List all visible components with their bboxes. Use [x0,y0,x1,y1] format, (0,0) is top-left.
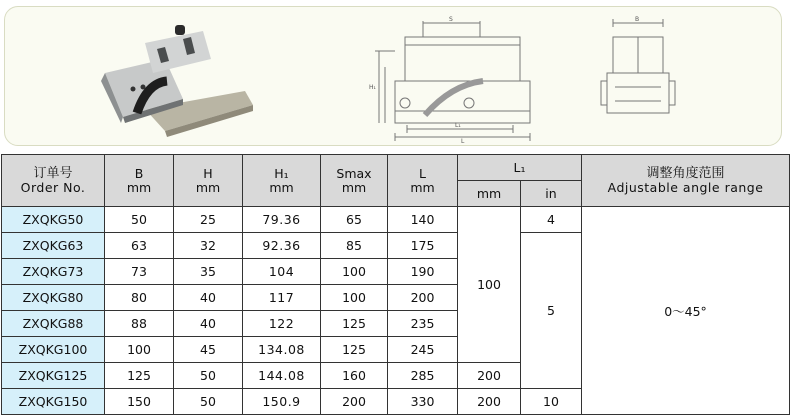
header-angle-en: Adjustable angle range [607,179,764,195]
dim-label-h1: H₁ [369,84,376,91]
model-cell: ZXQKG100 [2,337,105,363]
dim-label-b: B [635,16,640,23]
header-l1-in: in [521,181,582,207]
header-order-cn: 订单号 [33,165,73,181]
smax-cell: 100 [321,259,388,285]
header-order [2,155,105,207]
l1-mm-cell: 200 [458,363,521,389]
h1-cell: 79.36 [243,207,321,233]
model-cell: ZXQKG150 [2,389,105,415]
header-l-unit: mm [410,179,435,195]
h-cell: 45 [174,337,243,363]
figure-panel [4,6,782,146]
model-cell: ZXQKG73 [2,259,105,285]
model-cell: ZXQKG125 [2,363,105,389]
header-order-en: Order No. [20,179,86,195]
side-view-drawing [593,15,683,125]
b-cell: 125 [105,363,174,389]
h-cell: 40 [174,311,243,337]
l1-mm-cell: 200 [458,389,521,415]
l-cell: 330 [388,389,458,415]
h1-cell: 92.36 [243,233,321,259]
b-cell: 63 [105,233,174,259]
header-l1-mm: mm [458,181,521,207]
header-angle [582,155,790,207]
table-row [2,207,790,233]
h1-cell: 122 [243,311,321,337]
header-h1 [243,155,321,207]
dim-label-l1: L₁ [455,122,461,129]
smax-cell: 100 [321,285,388,311]
l-cell: 245 [388,337,458,363]
l1-in-group-cell: 5 [521,233,582,389]
h1-cell: 104 [243,259,321,285]
front-view-drawing [365,15,535,145]
model-cell: ZXQKG50 [2,207,105,233]
sine-vise-photo [95,21,255,139]
header-b-unit: mm [126,179,152,195]
header-l1: L₁ [458,155,582,181]
l-cell: 285 [388,363,458,389]
h1-cell: 144.08 [243,363,321,389]
header-l-label: L [419,165,426,181]
model-cell: ZXQKG88 [2,311,105,337]
h-cell: 50 [174,389,243,415]
h-cell: 32 [174,233,243,259]
h-cell: 35 [174,259,243,285]
header-angle-cn: 调整角度范围 [646,165,725,181]
smax-cell: 200 [321,389,388,415]
model-cell: ZXQKG63 [2,233,105,259]
header-h-label: H [203,165,213,181]
b-cell: 88 [105,311,174,337]
header-h [174,155,243,207]
l-cell: 235 [388,311,458,337]
dim-label-l: L [461,138,465,145]
b-cell: 100 [105,337,174,363]
h1-cell: 150.9 [243,389,321,415]
h-cell: 40 [174,285,243,311]
header-smax-label: Smax [336,165,372,181]
spec-table [1,154,790,415]
header-h1-label: H₁ [274,165,289,181]
l-cell: 140 [388,207,458,233]
header-b [105,155,174,207]
h-cell: 25 [174,207,243,233]
header-smax-unit: mm [341,179,367,195]
l1-in-cell: 4 [521,207,582,233]
smax-cell: 65 [321,207,388,233]
header-h-unit: mm [195,179,221,195]
header-h1-unit: mm [269,179,294,195]
header-b-label: B [134,165,144,181]
header-smax [321,155,388,207]
b-cell: 80 [105,285,174,311]
l-cell: 200 [388,285,458,311]
l1-mm-group-cell: 100 [458,207,521,363]
h1-cell: 134.08 [243,337,321,363]
smax-cell: 85 [321,233,388,259]
angle-range-cell: 0～45° [582,207,790,415]
h-cell: 50 [174,363,243,389]
l1-in-cell: 10 [521,389,582,415]
l-cell: 190 [388,259,458,285]
smax-cell: 125 [321,337,388,363]
b-cell: 73 [105,259,174,285]
smax-cell: 125 [321,311,388,337]
b-cell: 150 [105,389,174,415]
h1-cell: 117 [243,285,321,311]
b-cell: 50 [105,207,174,233]
smax-cell: 160 [321,363,388,389]
l-cell: 175 [388,233,458,259]
dim-label-s: S [449,16,453,23]
model-cell: ZXQKG80 [2,285,105,311]
header-l [388,155,458,207]
